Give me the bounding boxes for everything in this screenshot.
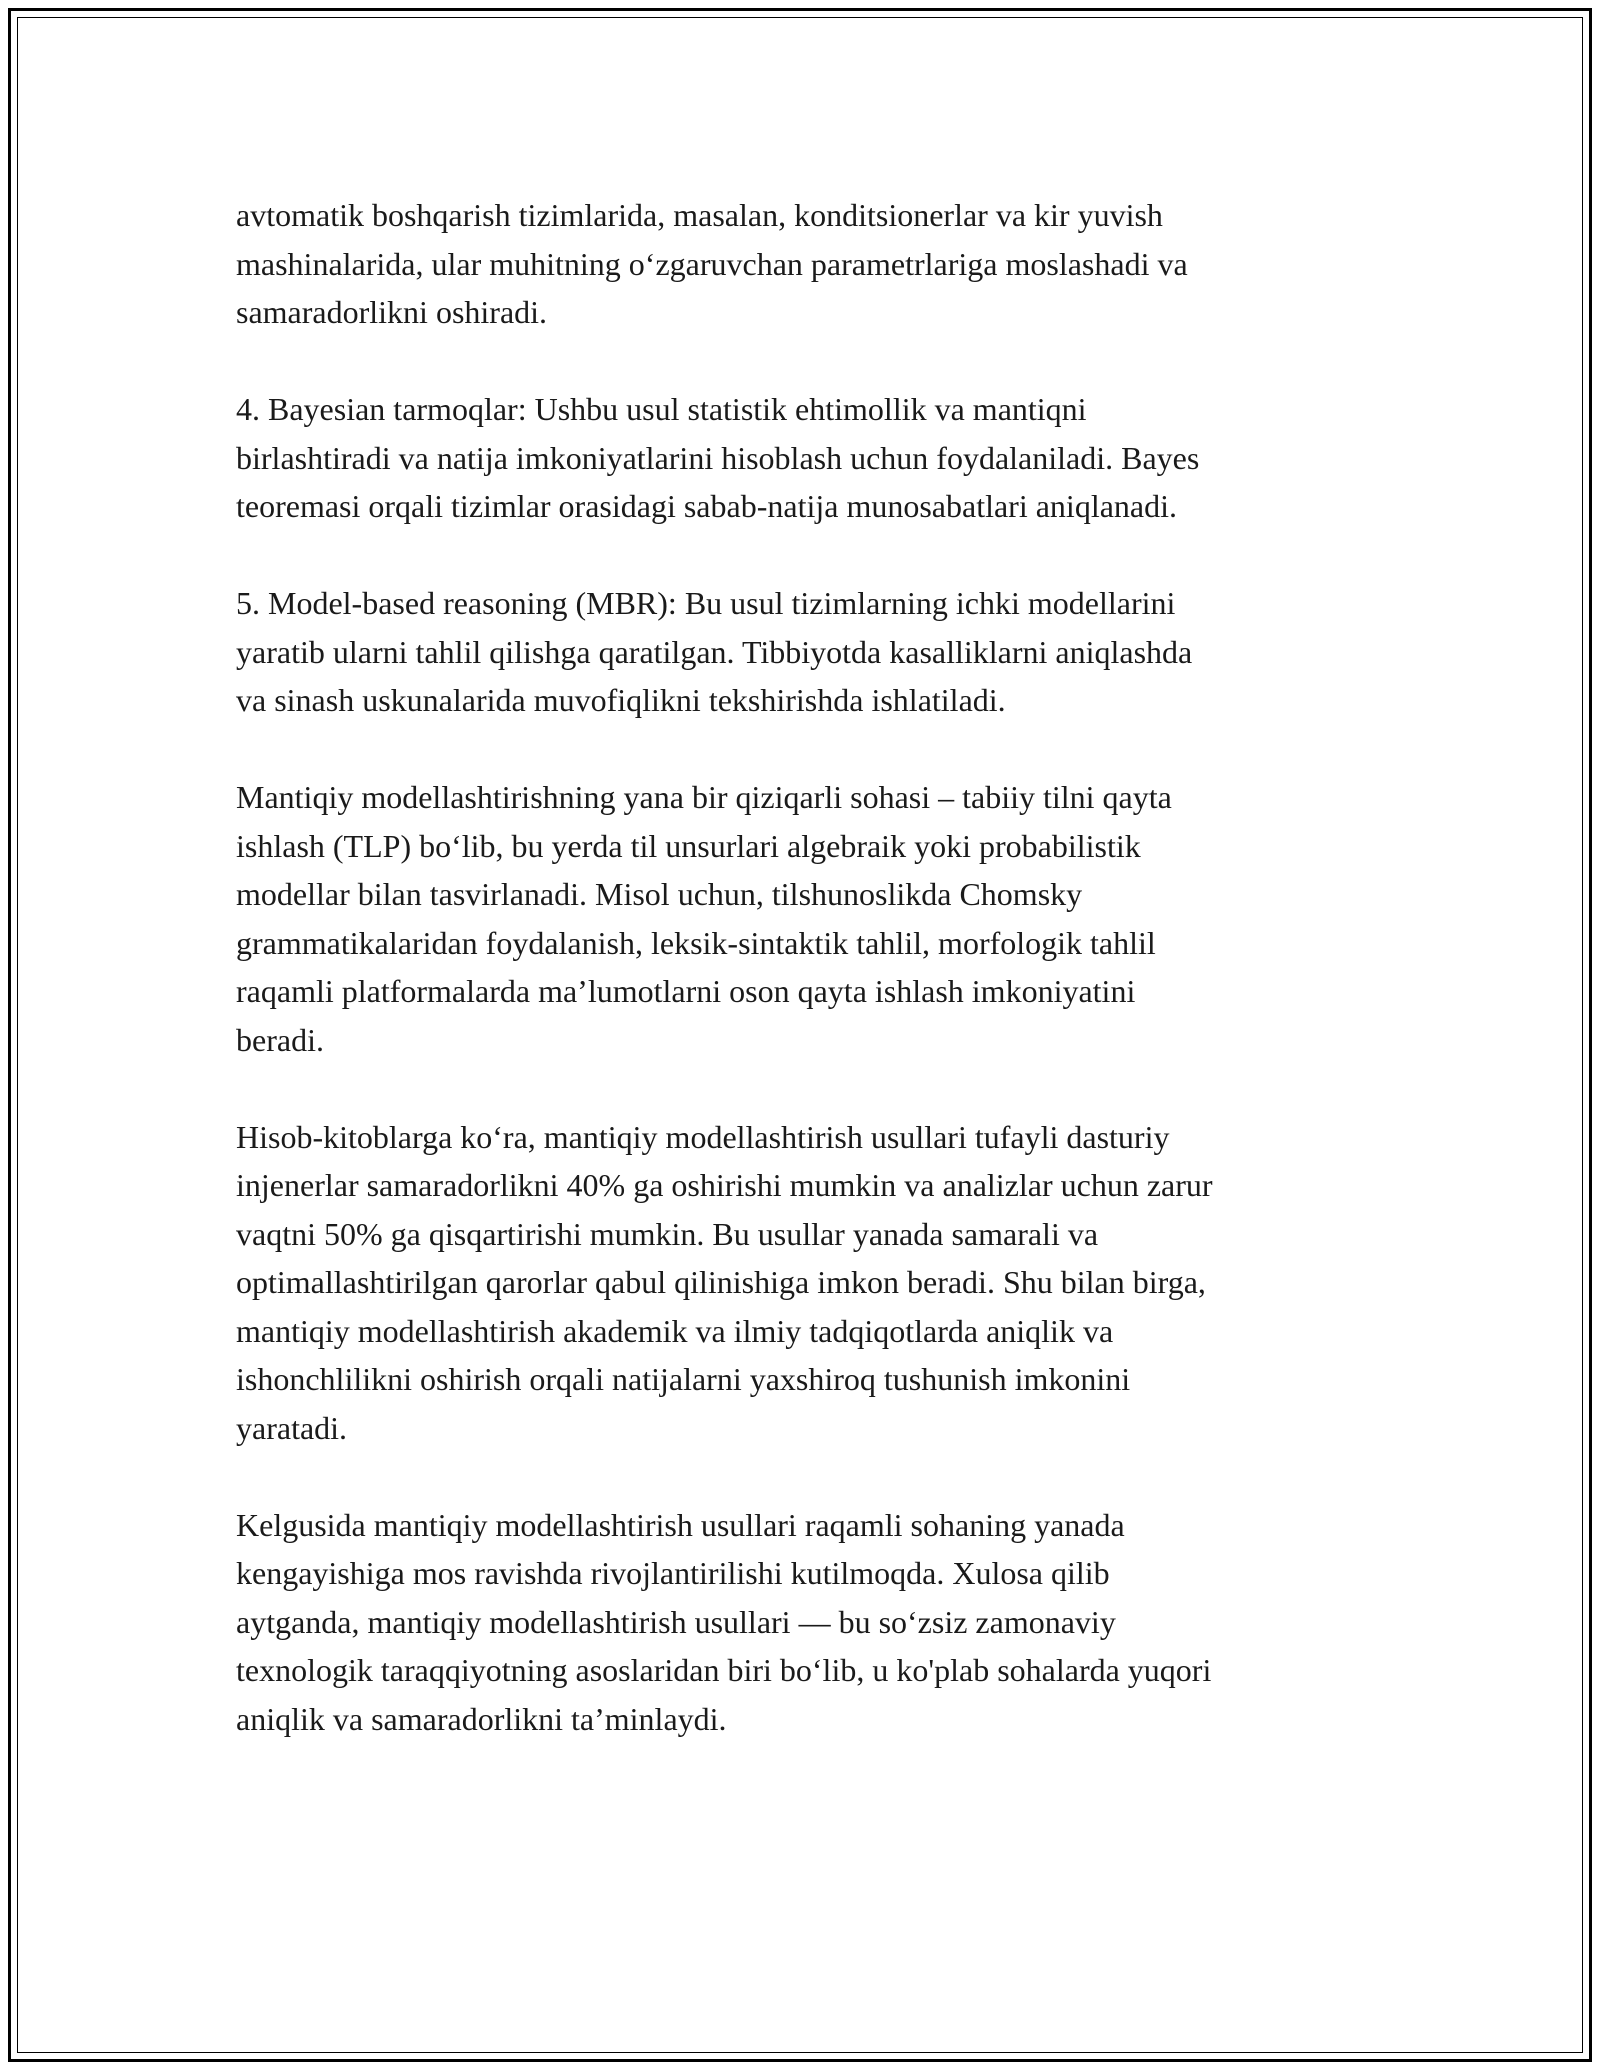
- text-line: vaqtni 50% ga qisqartirishi mumkin. Bu usullar yanada samarali va: [236, 1215, 1099, 1252]
- text-line: yaratadi.: [236, 1409, 348, 1446]
- text-line: yaratib ularni tahlil qilishga qaratilgan. Tibbiyotda kasalliklarni aniqlashda: [236, 633, 1193, 670]
- text-line: Kelgusida mantiqiy modellashtirish usullari raqamli sohaning yanada: [236, 1506, 1125, 1543]
- text-line: birlashtiradi va natija imkoniyatlarini hisoblash uchun foydalaniladi. Bayes: [236, 439, 1200, 476]
- text-line: raqamli platformalarda ma’lumotlarni oson qayta ishlash imkoniyatini: [236, 973, 1136, 1009]
- text-line: mantiqiy modellashtirish akademik va ilmiy tadqiqotlarda aniqlik va: [236, 1312, 1114, 1349]
- text-line: mashinalarida, ular muhitning o‘zgaruvchan parametrlariga moslashadi va: [236, 245, 1188, 282]
- text-line: injenerlar samaradorlikni 40% ga oshirishi mumkin va analizlar uchun zarur: [236, 1167, 1213, 1203]
- paragraph-efficiency-statistics: [236, 1113, 1416, 1453]
- text-line: ishonchlilikni oshirish orqali natijalarni yaxshiroq tushunish imkonini: [236, 1361, 1131, 1397]
- paragraph-bayesian-networks: [236, 385, 1416, 531]
- paragraph-conclusion: [236, 1501, 1416, 1744]
- text-line: aytganda, mantiqiy modellashtirish usullari — bu so‘zsiz zamonaviy: [236, 1603, 1116, 1640]
- text-line: 5. Model-based reasoning (MBR): Bu usul tizimlarning ichki modellarini: [236, 585, 1176, 621]
- text-line: va sinash uskunalarida muvofiqlikni tekshirishda ishlatiladi.: [236, 682, 1006, 718]
- text-line: modellar bilan tasvirlanadi. Misol uchun, tilshunoslikda Chomsky: [236, 876, 1083, 912]
- text-line: texnologik taraqqiyotning asoslaridan biri bo‘lib, u ko'plab sohalarda yuqori: [236, 1652, 1212, 1688]
- text-line: avtomatik boshqarish tizimlarida, masalan, konditsionerlar va kir yuvish: [236, 197, 1163, 233]
- text-line: beradi.: [236, 1021, 324, 1058]
- paragraph-model-based-reasoning: [236, 579, 1416, 725]
- text-line: aniqlik va samaradorlikni ta’minlaydi.: [236, 1700, 727, 1737]
- text-line: kengayishiga mos ravishda rivojlantirilishi kutilmoqda. Xulosa qilib: [236, 1555, 1110, 1591]
- text-line: grammatikalaridan foydalanish, leksik-sintaktik tahlil, morfologik tahlil: [236, 924, 1156, 961]
- text-line: ishlash (TLP) bo‘lib, bu yerda til unsurlari algebraik yoki probabilistik: [236, 827, 1141, 864]
- text-line: 4. Bayesian tarmoqlar: Ushbu usul statistik ehtimollik va mantiqni: [236, 391, 1087, 427]
- text-line: Hisob-kitoblarga ko‘ra, mantiqiy modellashtirish usullari tufayli dasturiy: [236, 1118, 1170, 1155]
- paragraph-natural-language-processing: [236, 773, 1416, 1064]
- text-line: optimallashtirilgan qarorlar qabul qilinishiga imkon beradi. Shu bilan birga,: [236, 1264, 1206, 1300]
- document-page: [8, 8, 1592, 2062]
- paragraph-automatic-control: [236, 191, 1416, 337]
- text-line: samaradorlikni oshiradi.: [236, 294, 548, 330]
- text-line: teoremasi orqali tizimlar orasidagi sabab-natija munosabatlari aniqlanadi.: [236, 488, 1177, 524]
- text-line: Mantiqiy modellashtirishning yana bir qiziqarli sohasi – tabiiy tilni qayta: [236, 779, 1172, 815]
- document-body: [236, 191, 1416, 1792]
